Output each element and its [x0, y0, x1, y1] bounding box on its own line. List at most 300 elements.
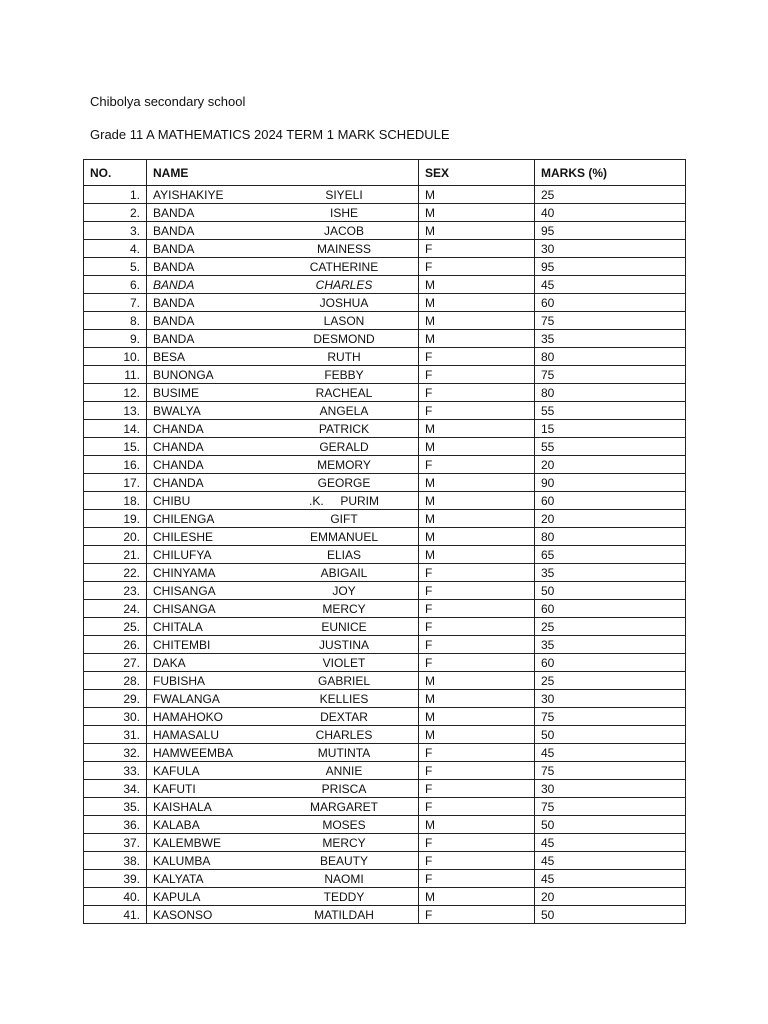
student-marks: 30 [535, 780, 686, 798]
row-number: 34. [84, 780, 147, 798]
student-name-group [153, 529, 413, 545]
student-name-group [153, 367, 413, 383]
student-name-group [153, 349, 413, 365]
table-row [84, 654, 686, 672]
student-surname: HAMASALU [153, 727, 220, 742]
school-name: Chibolya secondary school [90, 94, 246, 109]
student-surname: BESA [153, 349, 186, 364]
student-sex: M [419, 420, 535, 438]
student-name [147, 906, 419, 924]
row-number: 27. [84, 654, 147, 672]
student-marks: 50 [535, 816, 686, 834]
student-sex: F [419, 600, 535, 618]
student-marks: 45 [535, 852, 686, 870]
student-name-group [153, 835, 413, 851]
student-name-group [153, 403, 413, 419]
student-marks: 80 [535, 348, 686, 366]
student-sex: F [419, 744, 535, 762]
student-surname: BANDA [153, 313, 195, 328]
student-name-group [153, 907, 413, 923]
student-name-group [153, 223, 413, 239]
student-name [147, 708, 419, 726]
table-row [84, 276, 686, 294]
student-name [147, 546, 419, 564]
row-number: 15. [84, 438, 147, 456]
table-row [84, 186, 686, 204]
student-name [147, 744, 419, 762]
row-number: 19. [84, 510, 147, 528]
table-row [84, 258, 686, 276]
row-number: 5. [84, 258, 147, 276]
student-sex: M [419, 330, 535, 348]
student-marks: 50 [535, 582, 686, 600]
student-name-group [153, 331, 413, 347]
student-marks: 45 [535, 870, 686, 888]
student-name-group [153, 511, 413, 527]
table-row [84, 762, 686, 780]
student-name [147, 672, 419, 690]
student-marks: 95 [535, 258, 686, 276]
table-row [84, 852, 686, 870]
student-surname: CHANDA [153, 421, 204, 436]
table-row [84, 438, 686, 456]
student-surname: DAKA [153, 655, 186, 670]
student-name-group [153, 439, 413, 455]
table-row [84, 456, 686, 474]
row-number: 31. [84, 726, 147, 744]
row-number: 35. [84, 798, 147, 816]
row-number: 24. [84, 600, 147, 618]
student-surname: BANDA [153, 277, 195, 292]
student-name-group [153, 691, 413, 707]
student-name-group [153, 259, 413, 275]
row-number: 4. [84, 240, 147, 258]
student-surname: BUSIME [153, 385, 200, 400]
student-marks: 95 [535, 222, 686, 240]
column-header-marks: MARKS (%) [535, 160, 686, 186]
student-name [147, 186, 419, 204]
table-row [84, 798, 686, 816]
student-given-name: EUNICE [321, 619, 367, 634]
table-row [84, 312, 686, 330]
student-marks: 90 [535, 474, 686, 492]
student-name-group [153, 871, 413, 887]
student-name-group [153, 889, 413, 905]
student-marks: 15 [535, 420, 686, 438]
table-row [84, 366, 686, 384]
table-row [84, 510, 686, 528]
student-sex: F [419, 906, 535, 924]
student-surname: BANDA [153, 205, 195, 220]
student-name [147, 492, 419, 510]
student-surname: KAFULA [153, 763, 200, 778]
student-name-group [153, 709, 413, 725]
student-given-name: GABRIEL [317, 673, 371, 688]
student-surname: CHILUFYA [153, 547, 212, 562]
row-number: 37. [84, 834, 147, 852]
row-number: 13. [84, 402, 147, 420]
table-row [84, 402, 686, 420]
row-number: 41. [84, 906, 147, 924]
student-sex: M [419, 222, 535, 240]
student-name [147, 726, 419, 744]
student-sex: F [419, 564, 535, 582]
student-name [147, 222, 419, 240]
table-row [84, 420, 686, 438]
table-row [84, 582, 686, 600]
row-number: 1. [84, 186, 147, 204]
student-sex: M [419, 690, 535, 708]
table-row [84, 906, 686, 924]
student-given-name: MERCY [322, 601, 366, 616]
student-surname: FUBISHA [153, 673, 206, 688]
row-number: 32. [84, 744, 147, 762]
column-header-sex: SEX [419, 160, 535, 186]
table-row [84, 708, 686, 726]
table-row [84, 204, 686, 222]
student-given-name: CATHERINE [309, 259, 379, 274]
student-sex: F [419, 798, 535, 816]
student-marks: 20 [535, 456, 686, 474]
student-name [147, 780, 419, 798]
row-number: 7. [84, 294, 147, 312]
student-marks: 75 [535, 708, 686, 726]
student-sex: F [419, 852, 535, 870]
table-header-row [84, 160, 686, 186]
row-number: 14. [84, 420, 147, 438]
row-number: 39. [84, 870, 147, 888]
student-marks: 30 [535, 240, 686, 258]
student-sex: F [419, 870, 535, 888]
student-name [147, 582, 419, 600]
student-surname: KALABA [153, 817, 200, 832]
student-sex: F [419, 834, 535, 852]
student-sex: M [419, 528, 535, 546]
student-surname: HAMWEEMBA [153, 745, 234, 760]
student-name-group [153, 655, 413, 671]
student-sex: M [419, 546, 535, 564]
student-surname: KASONSO [153, 907, 213, 922]
student-given-name: ABIGAIL [320, 565, 368, 580]
student-marks: 65 [535, 546, 686, 564]
row-number: 29. [84, 690, 147, 708]
student-name [147, 636, 419, 654]
student-sex: F [419, 384, 535, 402]
student-name-group [153, 799, 413, 815]
student-sex: M [419, 186, 535, 204]
row-number: 2. [84, 204, 147, 222]
row-number: 10. [84, 348, 147, 366]
row-number: 25. [84, 618, 147, 636]
student-surname: BANDA [153, 295, 195, 310]
student-name [147, 852, 419, 870]
student-name-group [153, 673, 413, 689]
student-sex: M [419, 438, 535, 456]
student-marks: 55 [535, 402, 686, 420]
student-sex: M [419, 312, 535, 330]
student-given-name: GEORGE [317, 475, 371, 490]
student-name-group [153, 475, 413, 491]
table-row [84, 870, 686, 888]
table-row [84, 330, 686, 348]
student-name-group [153, 583, 413, 599]
student-marks: 25 [535, 672, 686, 690]
column-header-name: NAME [147, 160, 419, 186]
student-name-group [153, 565, 413, 581]
student-surname: KALUMBA [153, 853, 211, 868]
student-marks: 35 [535, 564, 686, 582]
student-surname: BANDA [153, 241, 195, 256]
row-number: 33. [84, 762, 147, 780]
student-sex: M [419, 510, 535, 528]
student-name [147, 474, 419, 492]
student-sex: M [419, 816, 535, 834]
student-name [147, 870, 419, 888]
student-sex: M [419, 708, 535, 726]
student-name [147, 330, 419, 348]
table-row [84, 726, 686, 744]
table-row [84, 834, 686, 852]
student-given-name: TEDDY [323, 889, 365, 904]
student-name-group [153, 187, 413, 203]
student-name-group [153, 421, 413, 437]
table-row [84, 528, 686, 546]
student-given-name: MAINESS [316, 241, 371, 256]
student-surname: AYISHAKIYE [153, 187, 224, 202]
student-name-group [153, 457, 413, 473]
student-given-name: MERCY [322, 835, 366, 850]
student-sex: F [419, 636, 535, 654]
student-name [147, 294, 419, 312]
student-surname: CHISANGA [153, 583, 216, 598]
student-sex: F [419, 258, 535, 276]
student-given-name: BEAUTY [319, 853, 368, 868]
row-number: 21. [84, 546, 147, 564]
student-name [147, 528, 419, 546]
row-number: 8. [84, 312, 147, 330]
student-given-name: DEXTAR [320, 709, 368, 724]
student-name [147, 312, 419, 330]
student-surname: KAFUTI [153, 781, 196, 796]
student-name [147, 888, 419, 906]
student-surname: CHANDA [153, 439, 204, 454]
student-name-group [153, 295, 413, 311]
student-given-name: MUTINTA [317, 745, 371, 760]
table-row [84, 672, 686, 690]
table-row [84, 780, 686, 798]
student-name [147, 762, 419, 780]
student-marks: 50 [535, 906, 686, 924]
student-surname: FWALANGA [153, 691, 220, 706]
student-sex: F [419, 582, 535, 600]
student-name [147, 240, 419, 258]
student-marks: 45 [535, 276, 686, 294]
student-name-group [153, 853, 413, 869]
student-sex: F [419, 762, 535, 780]
student-sex: F [419, 780, 535, 798]
table-row [84, 492, 686, 510]
table-row [84, 546, 686, 564]
mark-schedule-table [83, 159, 686, 924]
student-given-name: NAOMI [324, 871, 364, 886]
student-marks: 35 [535, 330, 686, 348]
student-name [147, 204, 419, 222]
table-row [84, 888, 686, 906]
student-name-group [153, 781, 413, 797]
student-sex: M [419, 294, 535, 312]
row-number: 36. [84, 816, 147, 834]
student-name-group [153, 241, 413, 257]
student-given-name: .K. PURIM [308, 493, 379, 508]
table-row [84, 474, 686, 492]
student-marks: 60 [535, 654, 686, 672]
student-marks: 40 [535, 204, 686, 222]
student-given-name: MATILDAH [314, 907, 374, 922]
student-name [147, 564, 419, 582]
row-number: 38. [84, 852, 147, 870]
student-surname: KALEMBWE [153, 835, 222, 850]
row-number: 9. [84, 330, 147, 348]
student-surname: CHILENGA [153, 511, 215, 526]
student-given-name: JOSHUA [319, 295, 369, 310]
student-given-name: GERALD [319, 439, 369, 454]
student-marks: 20 [535, 510, 686, 528]
student-given-name: MEMORY [317, 457, 371, 472]
student-marks: 75 [535, 366, 686, 384]
row-number: 12. [84, 384, 147, 402]
table-row [84, 384, 686, 402]
table-row [84, 744, 686, 762]
table-row [84, 690, 686, 708]
student-sex: F [419, 366, 535, 384]
student-surname: CHINYAMA [153, 565, 216, 580]
row-number: 11. [84, 366, 147, 384]
student-name-group [153, 493, 413, 509]
student-surname: BANDA [153, 331, 195, 346]
table-row [84, 600, 686, 618]
student-surname: BANDA [153, 259, 195, 274]
student-given-name: ANGELA [319, 403, 369, 418]
student-sex: F [419, 618, 535, 636]
student-surname: CHANDA [153, 457, 204, 472]
student-surname: CHISANGA [153, 601, 216, 616]
student-sex: M [419, 204, 535, 222]
student-name-group [153, 277, 413, 293]
student-name-group [153, 619, 413, 635]
student-name-group [153, 727, 413, 743]
column-header-no: NO. [84, 160, 147, 186]
student-surname: CHITALA [153, 619, 203, 634]
student-name [147, 384, 419, 402]
student-sex: M [419, 726, 535, 744]
student-name [147, 618, 419, 636]
student-marks: 30 [535, 690, 686, 708]
row-number: 6. [84, 276, 147, 294]
student-marks: 75 [535, 312, 686, 330]
row-number: 20. [84, 528, 147, 546]
student-marks: 50 [535, 726, 686, 744]
student-name [147, 420, 419, 438]
student-given-name: SIYELI [325, 187, 363, 202]
row-number: 22. [84, 564, 147, 582]
table-row [84, 564, 686, 582]
table-row [84, 294, 686, 312]
student-marks: 60 [535, 600, 686, 618]
student-sex: F [419, 240, 535, 258]
student-marks: 25 [535, 186, 686, 204]
row-number: 3. [84, 222, 147, 240]
student-name [147, 258, 419, 276]
student-surname: CHITEMBI [153, 637, 211, 652]
student-given-name: FEBBY [324, 367, 364, 382]
table-row [84, 816, 686, 834]
student-name [147, 366, 419, 384]
table-body [84, 186, 686, 924]
student-marks: 45 [535, 834, 686, 852]
student-marks: 80 [535, 528, 686, 546]
student-marks: 25 [535, 618, 686, 636]
row-number: 26. [84, 636, 147, 654]
table-row [84, 240, 686, 258]
student-marks: 35 [535, 636, 686, 654]
student-given-name: GIFT [330, 511, 358, 526]
student-surname: BUNONGA [153, 367, 214, 382]
student-marks: 45 [535, 744, 686, 762]
student-name [147, 276, 419, 294]
student-sex: F [419, 456, 535, 474]
student-given-name: CHARLES [315, 727, 373, 742]
student-sex: M [419, 672, 535, 690]
student-name [147, 402, 419, 420]
student-surname: HAMAHOKO [153, 709, 224, 724]
student-given-name: VIOLET [322, 655, 366, 670]
student-marks: 60 [535, 294, 686, 312]
student-given-name: DESMOND [313, 331, 375, 346]
student-surname: CHIBU [153, 493, 191, 508]
student-given-name: LASON [323, 313, 365, 328]
student-given-name: PATRICK [318, 421, 370, 436]
student-marks: 80 [535, 384, 686, 402]
student-name [147, 654, 419, 672]
student-surname: KAPULA [153, 889, 201, 904]
student-given-name: ELIAS [326, 547, 362, 562]
student-marks: 55 [535, 438, 686, 456]
student-name [147, 348, 419, 366]
table-row [84, 636, 686, 654]
student-given-name: ISHE [329, 205, 358, 220]
student-marks: 20 [535, 888, 686, 906]
student-name [147, 600, 419, 618]
student-given-name: JACOB [323, 223, 364, 238]
student-given-name: ANNIE [325, 763, 363, 778]
student-name-group [153, 205, 413, 221]
student-name-group [153, 313, 413, 329]
student-surname: CHILESHE [153, 529, 214, 544]
row-number: 18. [84, 492, 147, 510]
student-name [147, 456, 419, 474]
student-name [147, 438, 419, 456]
student-given-name: KELLIES [319, 691, 369, 706]
student-name [147, 834, 419, 852]
row-number: 40. [84, 888, 147, 906]
student-surname: KAISHALA [153, 799, 212, 814]
student-sex: M [419, 276, 535, 294]
row-number: 17. [84, 474, 147, 492]
student-sex: M [419, 888, 535, 906]
student-given-name: EMMANUEL [309, 529, 378, 544]
student-sex: F [419, 348, 535, 366]
student-name [147, 798, 419, 816]
